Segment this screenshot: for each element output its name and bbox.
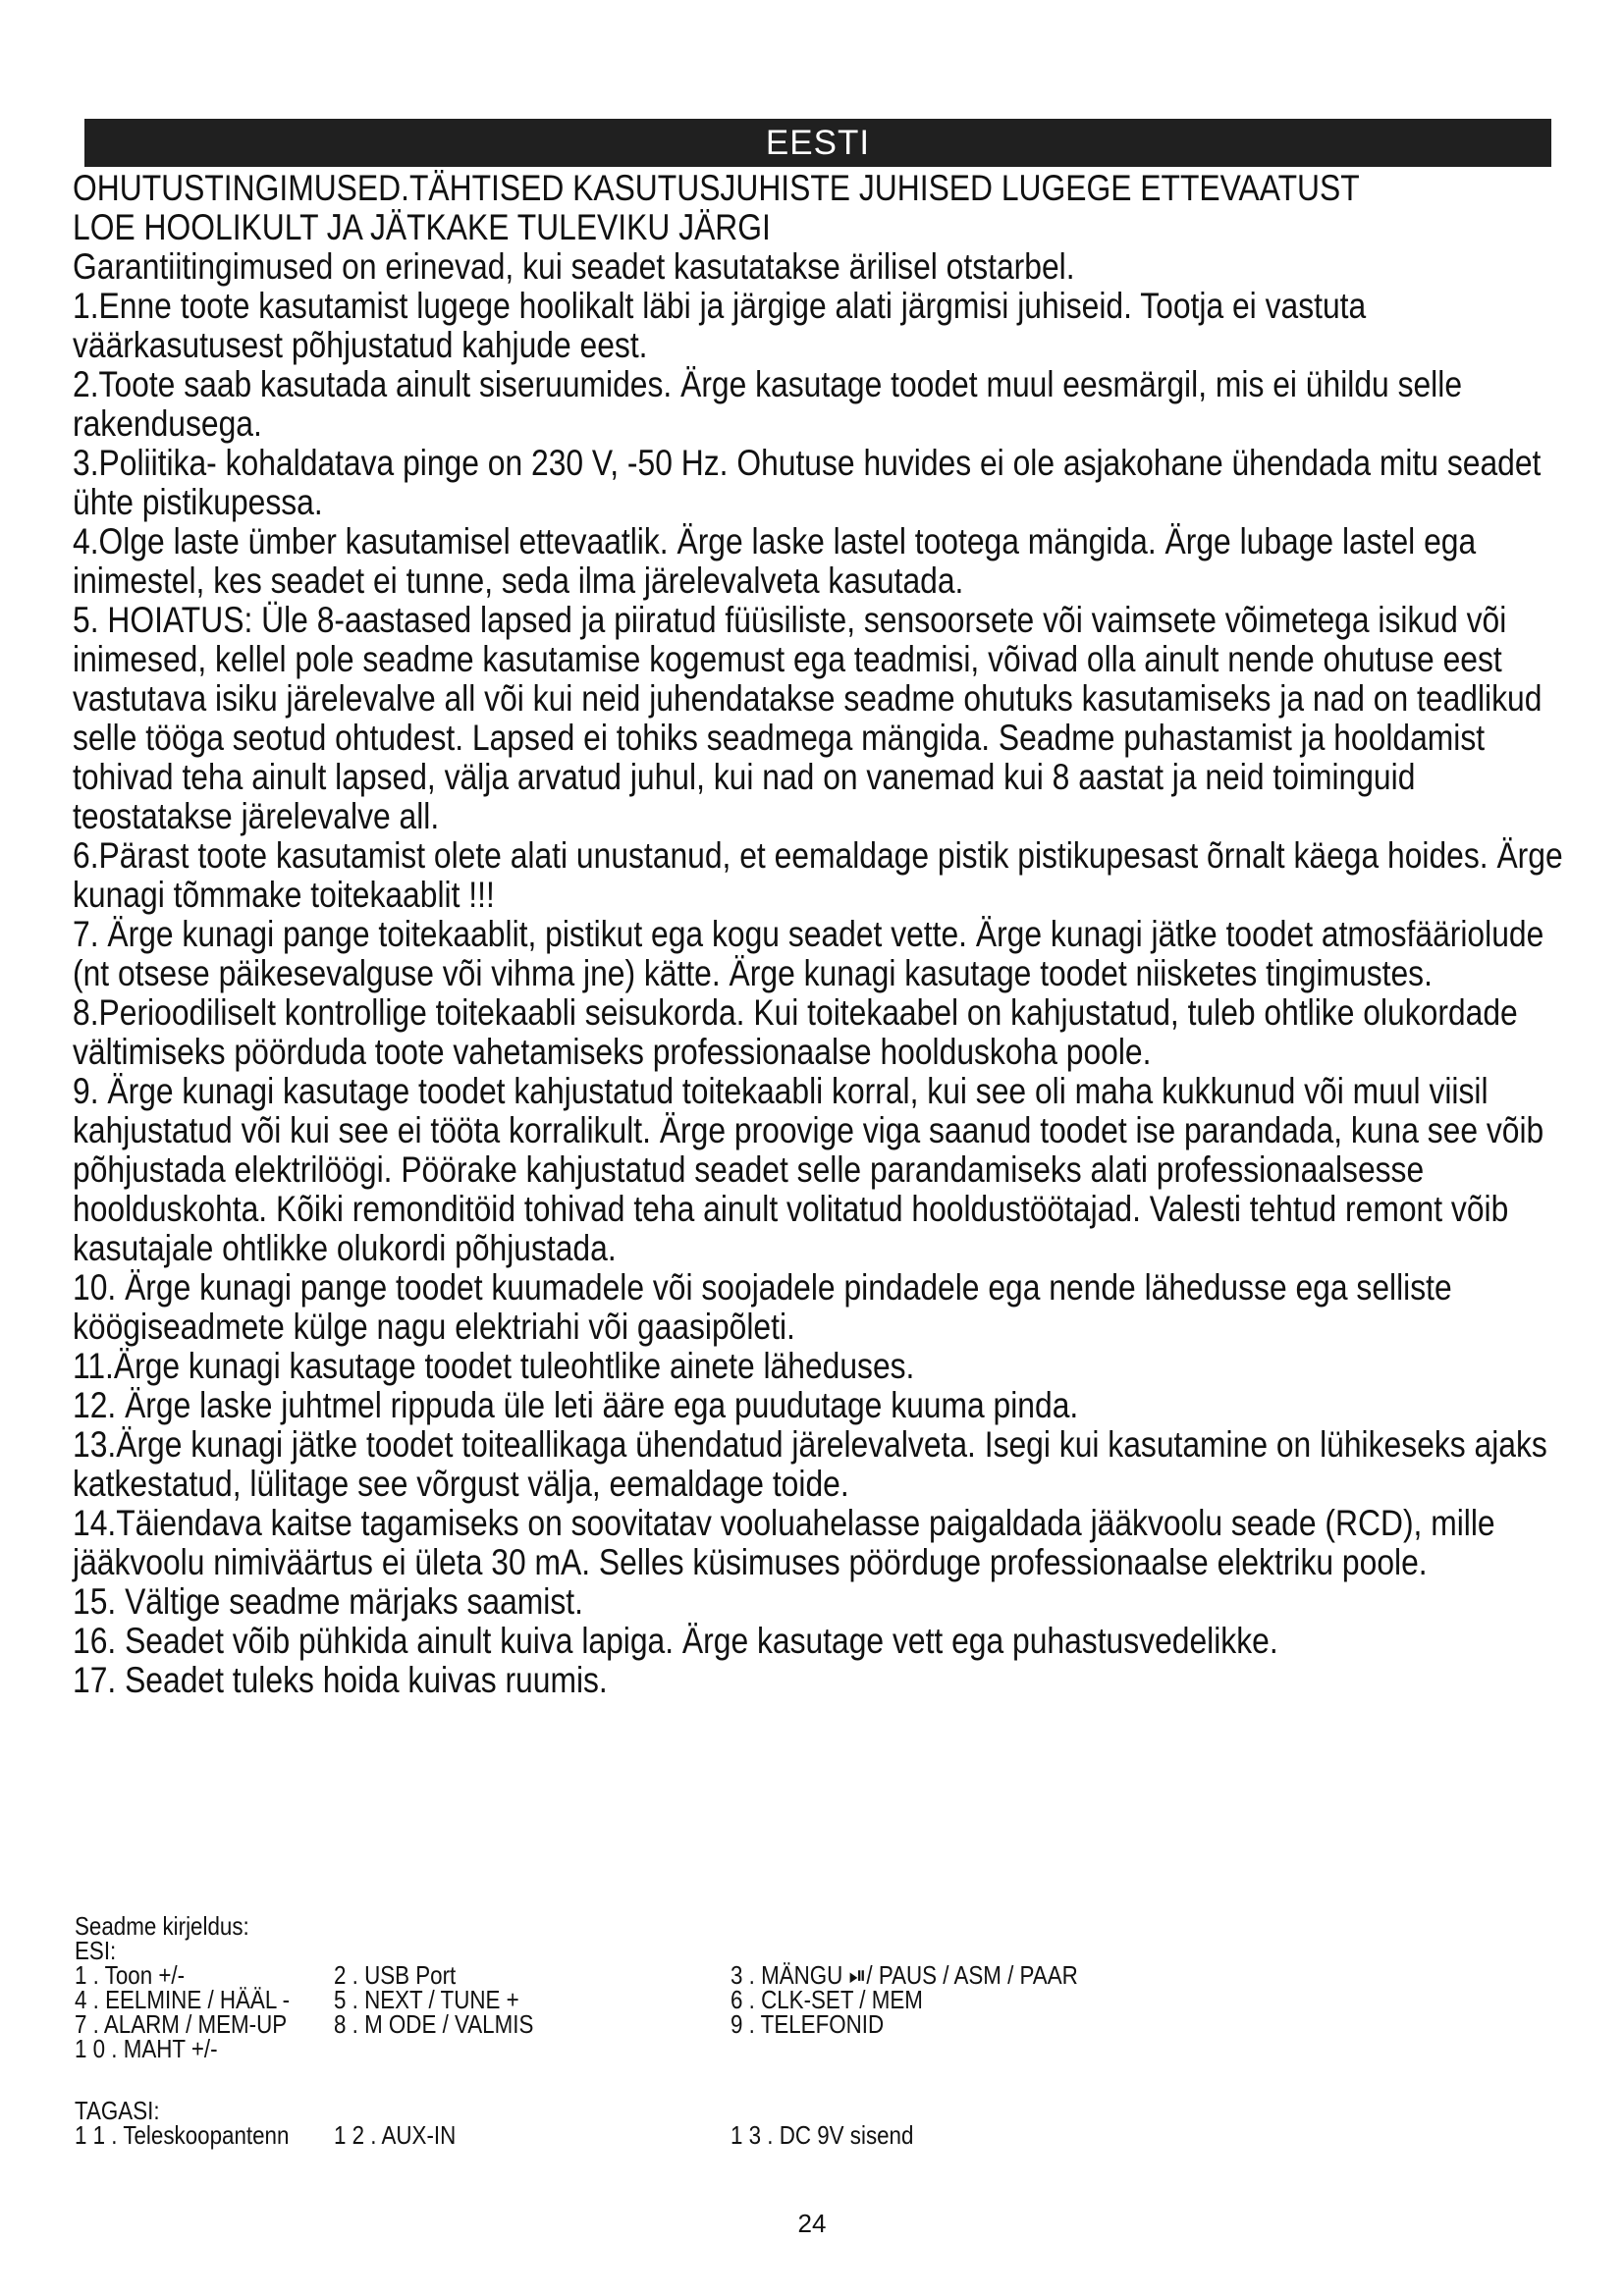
front-label: ESI: — [75, 1936, 117, 1965]
safety-item-2: 2.Toote saab kasutada ainult siseruumides. Ärge kasutage toodet muul eesmärgil, mis ei ühildu selle rakendusega. — [73, 364, 1463, 444]
part-label: 1 3 . DC 9V sisend — [731, 2120, 914, 2150]
safety-item-10: 10. Ärge kunagi pange toodet kuumadele või soojadele pindadele ega nende lähedusse ega selliste köögiseadmete külge nagu elektriahi või gaasipõleti. — [73, 1267, 1452, 1347]
language-header-bar — [84, 119, 1551, 167]
safety-item-8: 8.Perioodiliselt kontrollige toitekaabli seisukorda. Kui toitekaabel on kahjustatud, tuleb ohtlike olukordade vältimiseks pöörduda toote vahetamiseks professionaalse hoolduskoha poole. — [73, 992, 1518, 1072]
part-label: 1 0 . MAHT +/- — [75, 2034, 218, 2063]
part-label: 2 . USB Port — [334, 1960, 457, 1990]
safety-item-15: 15. Vältige seadme märjaks saamist. — [73, 1581, 583, 1622]
part-label: 7 . ALARM / MEM-UP — [75, 2009, 288, 2039]
part-label: 5 . NEXT / TUNE + — [334, 1985, 519, 2014]
part-label: 8 . M ODE / VALMIS — [334, 2009, 534, 2039]
safety-item-5: 5. HOIATUS: Üle 8-aastased lapsed ja piiratud füüsiliste, sensoorsete või vaimsete võimetega isikud või inimesed, kellel pole seadme kasutamise kogemust ega teadmisi, võivad olla ainult nende ohutuse eest vastutava isiku järelevalve all või kui neid juhendatakse seadme ohutuks kasutamiseks ja nad on teadlikud selle tööga seotud ohtudest. Lapsed ei tohiks seadmega mängida. Seadme puhastamist ja hooldamist tohivad teha ainult lapsed, välja arvatud juhul, kui nad on vanemad kui 8 aastat ja neid toiminguid teostatakse järelevalve all. — [73, 600, 1543, 836]
safety-item-7: 7. Ärge kunagi pange toitekaablit, pistikut ega kogu seadet vette. Ärge kunagi jätke toodet atmosfääriolude (nt otsese päikesevalguse või vihma jne) kätte. Ärge kunagi kasutage toodet niisketes tingimustes. — [73, 914, 1544, 993]
part-label: 1 . Toon +/- — [75, 1960, 186, 1990]
part-label: 3 . MÄNGU ⏯/ PAUS / ASM / PAAR — [731, 1960, 1078, 1990]
page-number: 24 — [797, 2209, 827, 2238]
safety-item-1: 1.Enne toote kasutamist lugege hoolikalt läbi ja järgige alati järgmisi juhiseid. Tootja ei vastuta väärkasutusest põhjustatud kahjude eest. — [73, 286, 1367, 365]
safety-item-6: 6.Pärast toote kasutamist olete alati unustanud, et eemaldage pistik pistikupesast õrnalt käega hoides. Ärge kunagi tõmmake toitekaablit !!! — [73, 835, 1563, 915]
safety-item-13: 13.Ärge kunagi jätke toodet toiteallikaga ühendatud järelevalveta. Isegi kui kasutamine on lühikeseks ajaks katkestatud, lülitage see võrgust välja, eemaldage toide. — [73, 1424, 1547, 1504]
part-label: 9 . TELEFONID — [731, 2009, 885, 2039]
warranty-intro: Garantiitingimused on erinevad, kui seadet kasutatakse ärilisel otstarbel. — [73, 246, 1075, 287]
safety-item-17: 17. Seadet tuleks hoida kuivas ruumis. — [73, 1660, 608, 1700]
safety-instructions — [73, 169, 1565, 1700]
safety-item-9: 9. Ärge kunagi kasutage toodet kahjustatud toitekaabli korral, kui see oli maha kukkunud või muul viisil kahjustatud või kui see ei tööta korralikult. Ärge proovige viga saanud toodet ise parandada, kuna see võib põhjustada elektrilöögi. Pöörake kahjustatud seadet selle parandamiseks alati professionaalsesse hoolduskohta. Kõiki remonditöid tohivad teha ainult volitatud hooldustöötajad. Valesti tehtud remont võib kasutajale ohtlikke olukordi põhjustada. — [73, 1071, 1544, 1268]
part-label: 1 2 . AUX-IN — [334, 2120, 457, 2150]
safety-item-12: 12. Ärge laske juhtmel rippuda üle leti ääre ega puudutage kuuma pinda. — [73, 1385, 1079, 1425]
safety-item-4: 4.Olge laste ümber kasutamisel ettevaatlik. Ärge laske lastel tootega mängida. Ärge lubage lastel ega inimestel, kes seadet ei tunne, seda ilma järelevalveta kasutada. — [73, 521, 1477, 601]
description-heading: Seadme kirjeldus: — [75, 1911, 249, 1941]
safety-item-11: 11.Ärge kunagi kasutage toodet tuleohtlike ainete läheduses. — [73, 1346, 915, 1386]
safety-item-14: 14.Täiendava kaitse tagamiseks on soovitatav vooluahelasse paigaldada jääkvoolu seade (RCD), mille jääkvoolu nimiväärtus ei ületa 30 mA. Selles küsimuses pöörduge professionaalse elektriku poole. — [73, 1503, 1495, 1582]
safety-title-line1: OHUTUSTINGIMUSED.TÄHTISED KASUTUSJUHISTE JUHISED LUGEGE ETTEVAATUST — [73, 168, 1360, 208]
part-label: 6 . CLK-SET / MEM — [731, 1985, 923, 2014]
safety-title-line2: LOE HOOLIKULT JA JÄTKAKE TULEVIKU JÄRGI — [73, 207, 771, 247]
language-label: EESTI — [765, 124, 871, 162]
back-label: TAGASI: — [75, 2096, 160, 2125]
safety-item-3: 3.Poliitika- kohaldatava pinge on 230 V, -50 Hz. Ohutuse huvides ei ole asjakohane ühendada mitu seadet ühte pistikupessa. — [73, 443, 1542, 522]
safety-item-16: 16. Seadet võib pühkida ainult kuiva lapiga. Ärge kasutage vett ega puhastusvedelikke. — [73, 1621, 1278, 1661]
part-label: 4 . EELMINE / HÄÄL - — [75, 1985, 291, 2014]
part-label: 1 1 . Teleskoopantenn — [75, 2120, 290, 2150]
